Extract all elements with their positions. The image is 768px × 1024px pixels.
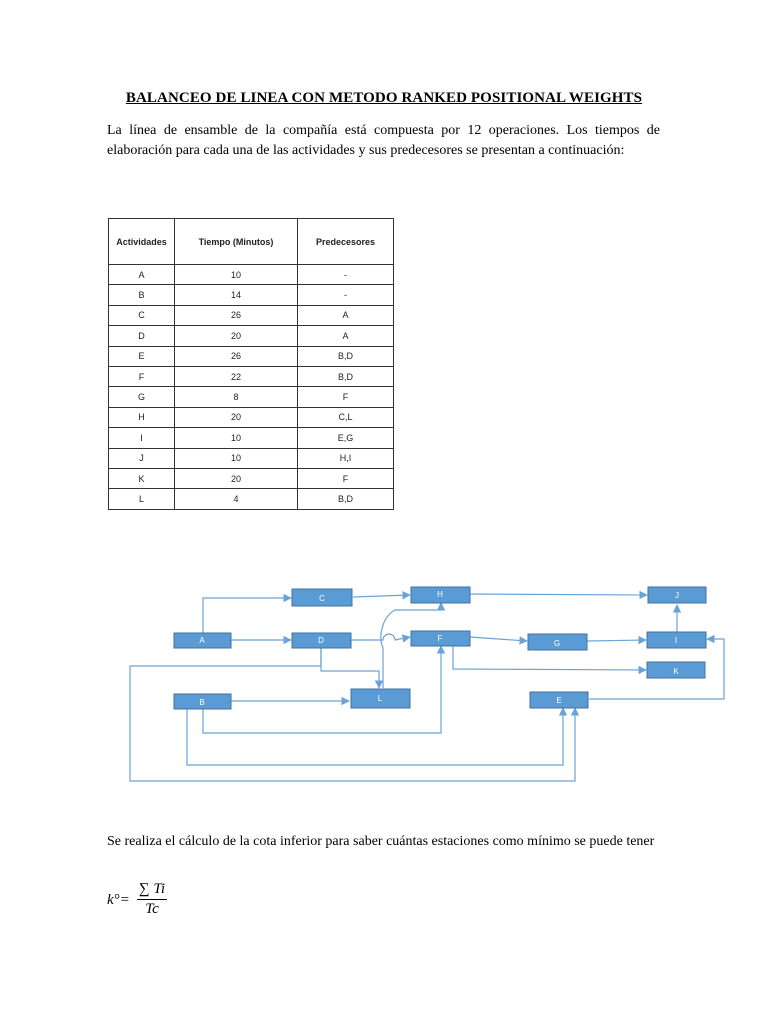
edge-h-j bbox=[470, 594, 647, 595]
activities-table bbox=[108, 218, 394, 510]
edge-g-i bbox=[587, 640, 646, 641]
header-time: Tiempo (Minutos) bbox=[175, 219, 298, 265]
activity-cell: J bbox=[109, 448, 175, 468]
predecessor-cell: F bbox=[298, 387, 394, 407]
node-l-label: L bbox=[377, 694, 383, 703]
time-cell: 20 bbox=[175, 326, 298, 346]
time-cell: 20 bbox=[175, 468, 298, 488]
table-row bbox=[109, 428, 394, 448]
table-row bbox=[109, 407, 394, 427]
activity-cell: B bbox=[109, 285, 175, 305]
closing-paragraph: Se realiza el cálculo de la cota inferior para saber cuántas estaciones como mínimo se puede tener bbox=[107, 834, 655, 849]
predecessor-cell: H,I bbox=[298, 448, 394, 468]
predecessor-cell: B,D bbox=[298, 366, 394, 386]
node-b-label: B bbox=[199, 698, 205, 707]
node-g-label: G bbox=[553, 639, 561, 648]
table-row bbox=[109, 305, 394, 325]
edge-b-e bbox=[187, 708, 563, 765]
table-row bbox=[109, 346, 394, 366]
edge-d-l bbox=[321, 648, 379, 688]
time-cell: 10 bbox=[175, 428, 298, 448]
time-cell: 4 bbox=[175, 489, 298, 509]
activities-table-body bbox=[109, 265, 394, 510]
time-cell: 26 bbox=[175, 305, 298, 325]
node-a-label: A bbox=[199, 636, 205, 645]
time-cell: 26 bbox=[175, 346, 298, 366]
header-activities: Actividades bbox=[109, 219, 175, 265]
node-h-label: H bbox=[437, 590, 443, 599]
edge-f-g bbox=[470, 637, 527, 641]
node-j-label: J bbox=[675, 591, 679, 600]
activity-cell: K bbox=[109, 468, 175, 488]
activity-cell: F bbox=[109, 366, 175, 386]
predecessor-cell: - bbox=[298, 265, 394, 285]
time-cell: 8 bbox=[175, 387, 298, 407]
intro-paragraph: La línea de ensamble de la compañía está compuesta por 12 operaciones. Los tiempos de elaboración para cada una de las actividades y sus predecesores se presentan a continuación: bbox=[107, 123, 660, 158]
predecessor-cell: F bbox=[298, 468, 394, 488]
node-d-label: D bbox=[318, 636, 324, 645]
predecessor-cell: E,G bbox=[298, 428, 394, 448]
formula-fraction bbox=[137, 880, 167, 919]
table-row bbox=[109, 366, 394, 386]
activity-cell: E bbox=[109, 346, 175, 366]
table-row bbox=[109, 489, 394, 509]
edge-a-c bbox=[203, 598, 291, 633]
node-e-label: E bbox=[556, 696, 562, 705]
time-cell: 14 bbox=[175, 285, 298, 305]
predecessor-cell: B,D bbox=[298, 489, 394, 509]
node-i-label: I bbox=[674, 636, 678, 645]
activity-cell: C bbox=[109, 305, 175, 325]
activity-cell: I bbox=[109, 428, 175, 448]
header-predecessors: Predecesores bbox=[298, 219, 394, 265]
diagram-connectors bbox=[130, 594, 724, 781]
predecessor-cell: B,D bbox=[298, 346, 394, 366]
activity-cell: L bbox=[109, 489, 175, 509]
edge-d-e bbox=[130, 648, 575, 781]
activity-cell: G bbox=[109, 387, 175, 407]
activity-cell: D bbox=[109, 326, 175, 346]
table-row bbox=[109, 326, 394, 346]
table-row bbox=[109, 448, 394, 468]
node-c-label: C bbox=[319, 594, 325, 603]
time-cell: 20 bbox=[175, 407, 298, 427]
predecessor-cell: A bbox=[298, 305, 394, 325]
edge-c-h bbox=[353, 595, 410, 597]
predecessor-cell: C,L bbox=[298, 407, 394, 427]
time-cell: 10 bbox=[175, 448, 298, 468]
activity-cell: A bbox=[109, 265, 175, 285]
node-f-label: F bbox=[437, 634, 443, 643]
precedence-diagram bbox=[0, 575, 768, 795]
diagram-nodes bbox=[174, 587, 706, 709]
document-title: BALANCEO DE LINEA CON METODO RANKED POSITIONAL WEIGHTS bbox=[125, 90, 643, 106]
time-cell: 22 bbox=[175, 366, 298, 386]
formula-lhs: k°= bbox=[107, 892, 130, 908]
table-row bbox=[109, 468, 394, 488]
activity-cell: H bbox=[109, 407, 175, 427]
time-cell: 10 bbox=[175, 265, 298, 285]
formula-numerator: ∑ Ti bbox=[137, 880, 167, 900]
table-row bbox=[109, 387, 394, 407]
table-row bbox=[109, 265, 394, 285]
predecessor-cell: A bbox=[298, 326, 394, 346]
predecessor-cell: - bbox=[298, 285, 394, 305]
node-k-label: K bbox=[673, 667, 679, 676]
formula-denominator: Tc bbox=[145, 901, 159, 917]
table-row bbox=[109, 285, 394, 305]
